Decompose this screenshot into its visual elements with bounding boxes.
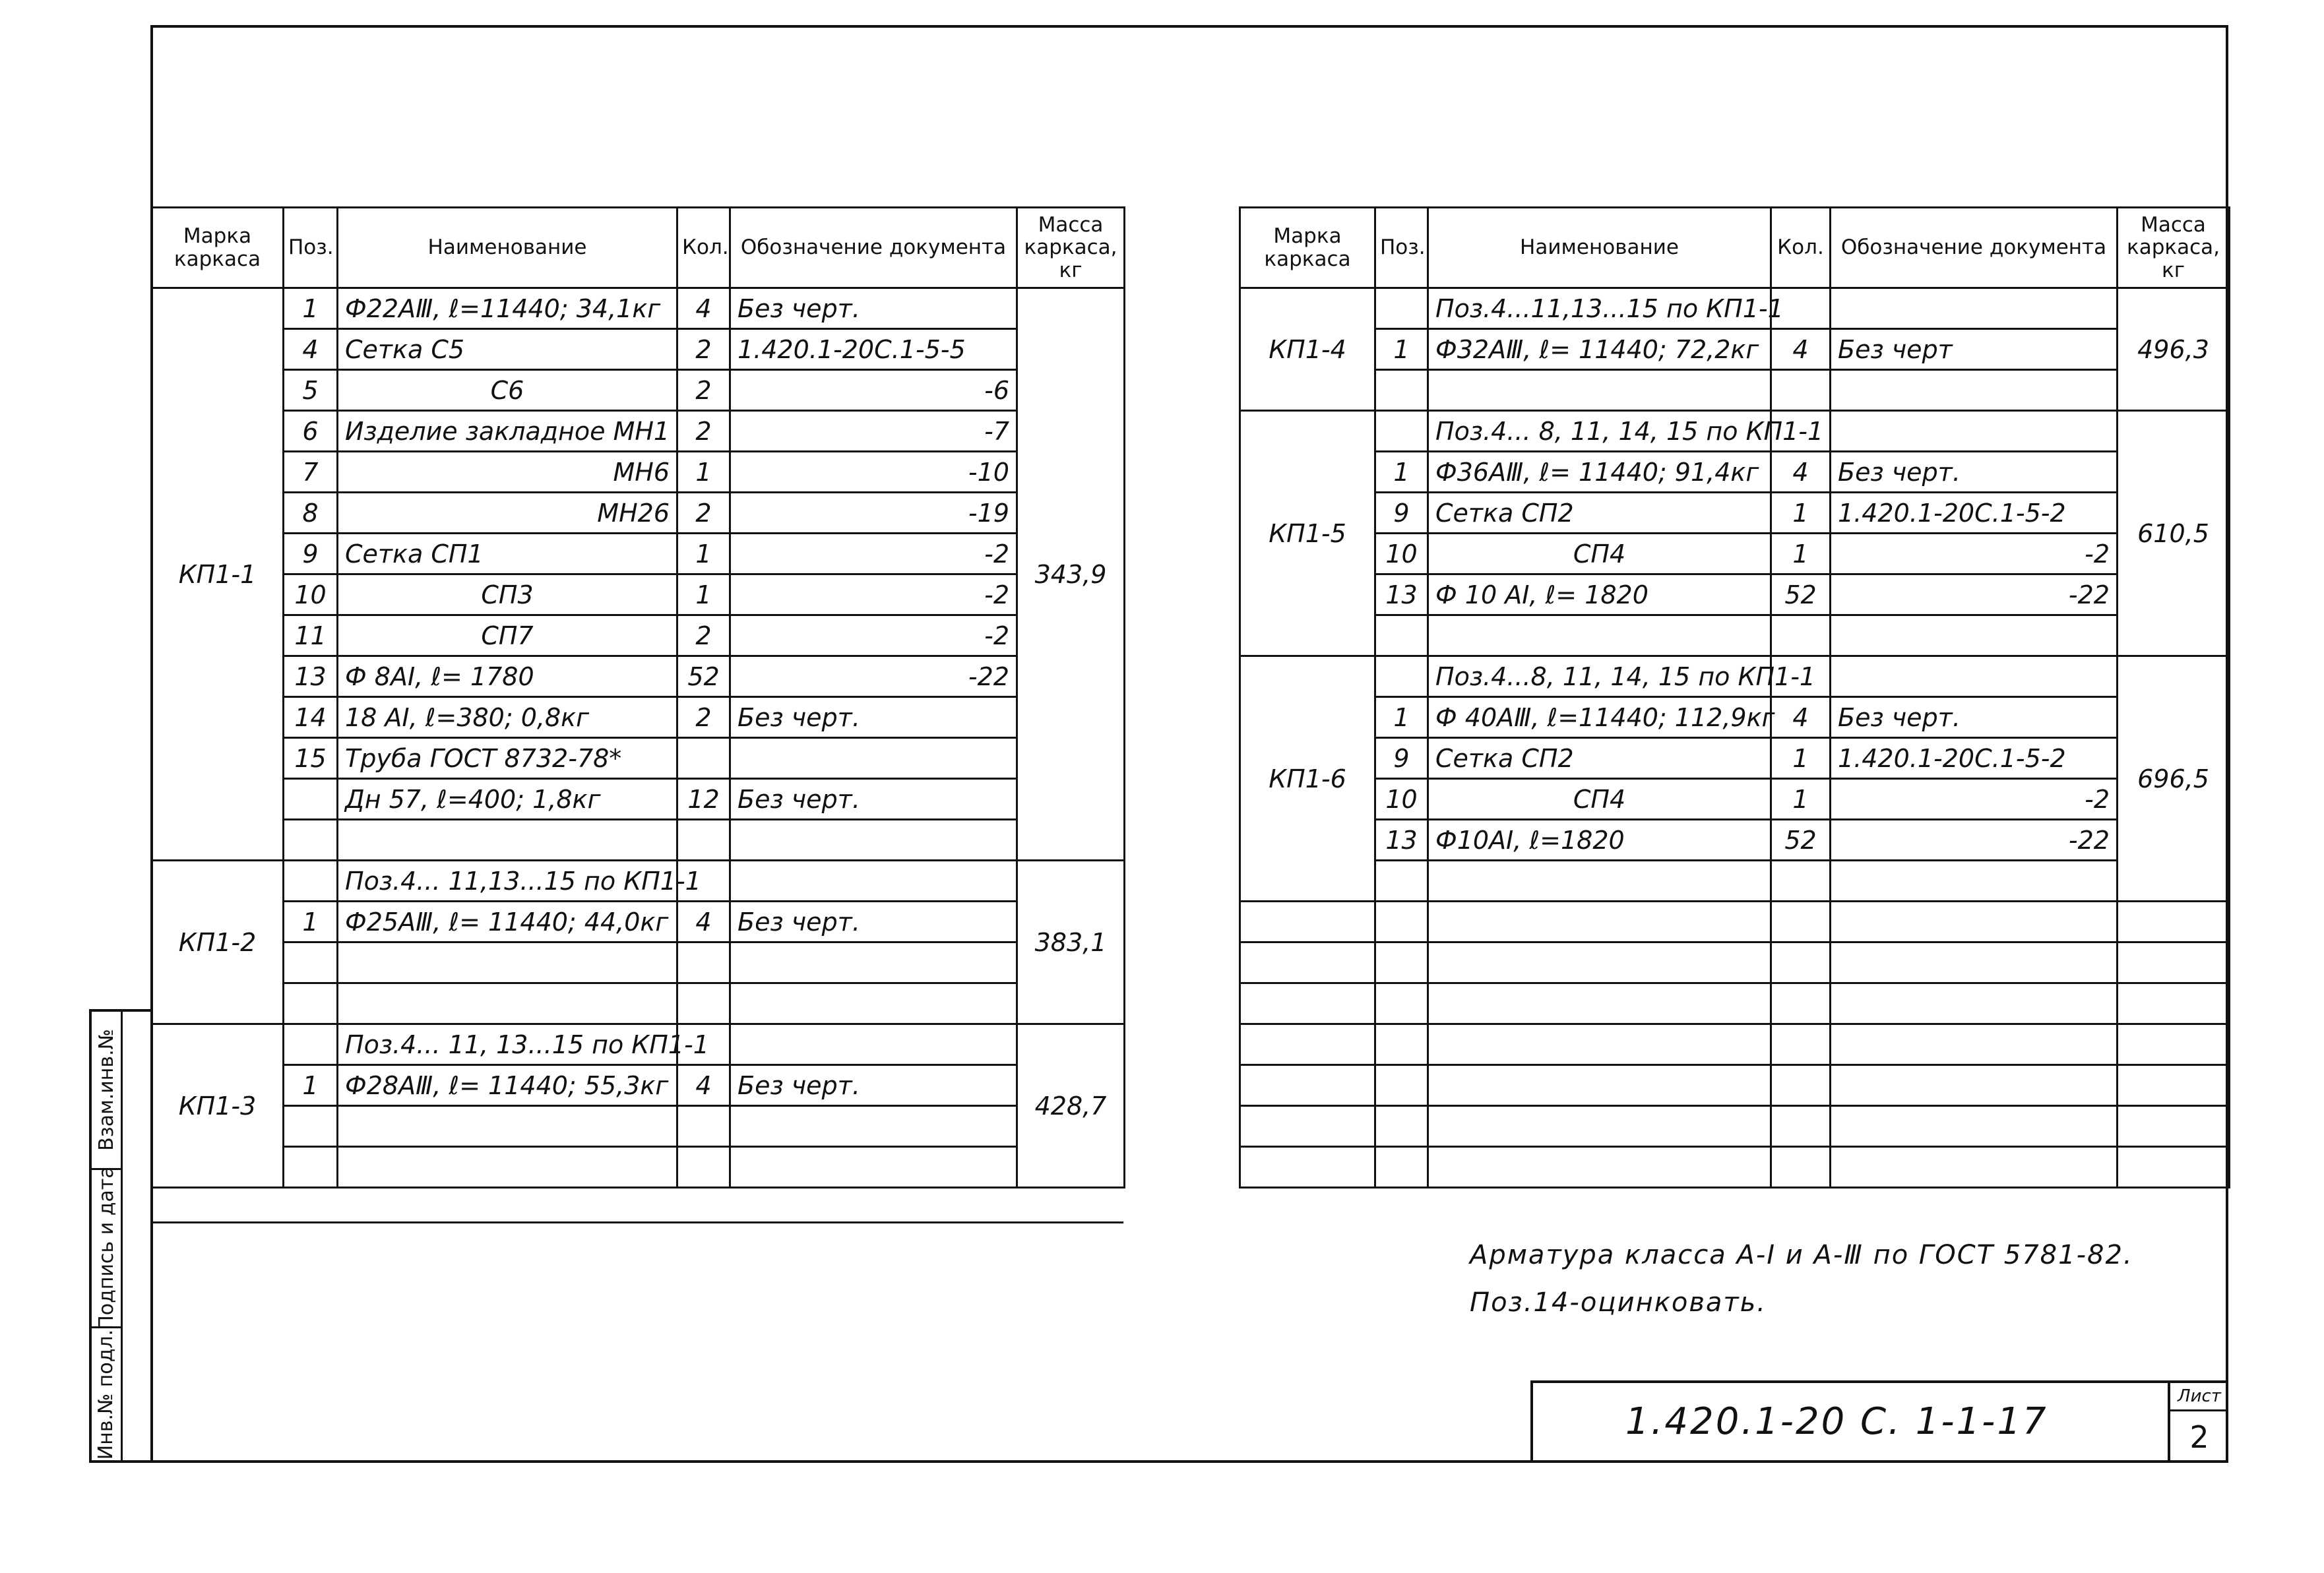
sheet-label: Лист [2170, 1383, 2228, 1411]
cell-pos [1375, 656, 1428, 697]
cell-doc: Без черт. [730, 288, 1017, 329]
cell-name [338, 1106, 677, 1147]
cell-name [338, 983, 677, 1024]
table-row [152, 493, 1125, 534]
table-row [152, 738, 1125, 779]
cell-qty [677, 820, 730, 861]
empty-cell [1375, 983, 1428, 1024]
cell-name: Ф25АⅢ, ℓ= 11440; 44,0кг [338, 902, 677, 942]
empty-cell [1375, 1106, 1428, 1147]
cell-pos [284, 983, 338, 1024]
cell-mass: 610,5 [2118, 411, 2230, 656]
table-row [1240, 779, 2230, 820]
empty-cell [1771, 1147, 1831, 1188]
empty-cell [1831, 942, 2118, 983]
empty-cell [1771, 902, 1831, 942]
cell-pos [284, 1106, 338, 1147]
empty-cell [2118, 983, 2230, 1024]
cell-qty: 52 [677, 656, 730, 697]
cell-name: Ф36АⅢ, ℓ= 11440; 91,4кг [1428, 452, 1771, 493]
cell-mass: 696,5 [2118, 656, 2230, 902]
side-stamp-inv-orig [92, 1328, 121, 1460]
header-doc: Обозначение документа [1831, 208, 2118, 288]
header-pos: Поз. [284, 208, 338, 288]
cell-name [1428, 615, 1771, 656]
cell-name: 18 АⅠ, ℓ=380; 0,8кг [338, 697, 677, 738]
cell-doc: -2 [730, 615, 1017, 656]
table-header-row [1240, 208, 2230, 288]
cell-qty [677, 1106, 730, 1147]
empty-cell [2118, 1065, 2230, 1106]
table-row [152, 820, 1125, 861]
table-row [1240, 452, 2230, 493]
table-row [152, 1147, 1125, 1188]
sheet-box [2168, 1383, 2228, 1463]
header-mass: Масса каркаса, кг [1017, 208, 1125, 288]
empty-cell [1771, 942, 1831, 983]
cell-qty: 1 [1771, 534, 1831, 574]
cell-name: С6 [338, 370, 677, 411]
empty-cell [2118, 1024, 2230, 1065]
cell-qty: 2 [677, 370, 730, 411]
cell-pos [284, 942, 338, 983]
cell-qty [1771, 370, 1831, 411]
empty-cell [1240, 1024, 1375, 1065]
empty-cell [1428, 942, 1771, 983]
cell-mass: 383,1 [1017, 861, 1125, 1024]
cell-mark: КП1-5 [1240, 411, 1375, 656]
empty-cell [1428, 1147, 1771, 1188]
cell-pos: 10 [284, 574, 338, 615]
table-row [1240, 697, 2230, 738]
empty-row [1240, 1106, 2230, 1147]
table-row [152, 288, 1125, 329]
cell-pos: 9 [1375, 493, 1428, 534]
empty-cell [1240, 902, 1375, 942]
empty-row [1240, 1147, 2230, 1188]
spec-table-left [150, 206, 1125, 1188]
left-bottom-line [150, 1221, 1123, 1223]
cell-doc: -7 [730, 411, 1017, 452]
header-name: Наименование [1428, 208, 1771, 288]
table-row [152, 942, 1125, 983]
table-row [152, 615, 1125, 656]
cell-doc: -2 [730, 574, 1017, 615]
cell-doc [730, 983, 1017, 1024]
cell-pos [1375, 288, 1428, 329]
table-row [152, 656, 1125, 697]
cell-doc: -2 [730, 534, 1017, 574]
cell-pos [1375, 861, 1428, 902]
table-row [152, 329, 1125, 370]
cell-name: СП3 [338, 574, 677, 615]
cell-mark: КП1-3 [152, 1024, 284, 1188]
empty-row [1240, 983, 2230, 1024]
cell-name: МН6 [338, 452, 677, 493]
cell-qty: 2 [677, 493, 730, 534]
cell-name: СП4 [1428, 779, 1771, 820]
table-row [152, 370, 1125, 411]
empty-cell [1240, 983, 1375, 1024]
cell-name: Сетка СП1 [338, 534, 677, 574]
empty-cell [1375, 1065, 1428, 1106]
table-row [152, 697, 1125, 738]
empty-cell [1240, 1147, 1375, 1188]
table-row [1240, 615, 2230, 656]
empty-cell [1771, 1065, 1831, 1106]
table-row [152, 1065, 1125, 1106]
note-line-2: Поз.14-оцинковать. [1470, 1287, 1767, 1318]
cell-pos: 1 [284, 288, 338, 329]
table-row [152, 574, 1125, 615]
cell-qty: 2 [677, 411, 730, 452]
title-block [1530, 1380, 2228, 1463]
empty-cell [1831, 1065, 2118, 1106]
cell-pos: 10 [1375, 534, 1428, 574]
table-row [152, 1024, 1125, 1065]
cell-pos: 14 [284, 697, 338, 738]
spec-table-right [1239, 206, 2230, 1188]
table-row [1240, 574, 2230, 615]
cell-pos [1375, 411, 1428, 452]
cell-pos: 11 [284, 615, 338, 656]
cell-pos: 15 [284, 738, 338, 779]
table-row [1240, 288, 2230, 329]
cell-name: Сетка С5 [338, 329, 677, 370]
cell-name: Поз.4... 8, 11, 14, 15 по КП1-1 [1428, 411, 1771, 452]
cell-qty: 4 [677, 1065, 730, 1106]
cell-doc: -22 [730, 656, 1017, 697]
cell-doc: -6 [730, 370, 1017, 411]
empty-row [1240, 1024, 2230, 1065]
table-row [152, 534, 1125, 574]
table-row [1240, 370, 2230, 411]
cell-qty: 4 [1771, 329, 1831, 370]
cell-name: Ф10АⅠ, ℓ=1820 [1428, 820, 1771, 861]
cell-doc: Без черт. [730, 779, 1017, 820]
cell-pos: 1 [284, 1065, 338, 1106]
cell-doc: Без черт. [730, 1065, 1017, 1106]
notes [1470, 1240, 2133, 1335]
side-stamp-inv-replace [92, 1012, 121, 1170]
cell-qty: 1 [1771, 493, 1831, 534]
cell-name: МН26 [338, 493, 677, 534]
cell-qty: 2 [677, 329, 730, 370]
empty-cell [1428, 983, 1771, 1024]
cell-doc: Без черт [1831, 329, 2118, 370]
cell-name: СП4 [1428, 534, 1771, 574]
cell-pos: 4 [284, 329, 338, 370]
cell-doc [730, 820, 1017, 861]
table-row [1240, 820, 2230, 861]
empty-cell [1428, 1106, 1771, 1147]
cell-name: Дн 57, ℓ=400; 1,8кг [338, 779, 677, 820]
document-code: 1.420.1-20 С. 1-1-17 [1625, 1400, 2048, 1443]
header-qty: Кол. [1771, 208, 1831, 288]
empty-cell [1428, 1024, 1771, 1065]
table-row [1240, 861, 2230, 902]
cell-name [338, 942, 677, 983]
cell-qty: 1 [1771, 779, 1831, 820]
empty-cell [1831, 902, 2118, 942]
cell-qty: 1 [677, 574, 730, 615]
cell-qty: 2 [677, 697, 730, 738]
cell-doc: 1.420.1-20С.1-5-5 [730, 329, 1017, 370]
cell-doc [730, 861, 1017, 902]
cell-mark: КП1-6 [1240, 656, 1375, 902]
table-row [152, 902, 1125, 942]
header-mass: Масса каркаса, кг [2118, 208, 2230, 288]
cell-name: Изделие закладное МН1 [338, 411, 677, 452]
cell-qty [1771, 861, 1831, 902]
cell-name: Сетка СП2 [1428, 493, 1771, 534]
table-row [152, 983, 1125, 1024]
table-row [1240, 493, 2230, 534]
cell-doc [1831, 288, 2118, 329]
cell-qty: 4 [1771, 452, 1831, 493]
cell-name: Поз.4... 11,13...15 по КП1-1 [338, 861, 677, 902]
cell-pos [284, 861, 338, 902]
side-stamp-sign-date [92, 1166, 121, 1330]
empty-cell [2118, 902, 2230, 942]
cell-qty: 1 [1771, 738, 1831, 779]
empty-cell [1831, 983, 2118, 1024]
empty-row [1240, 1065, 2230, 1106]
cell-name: СП7 [338, 615, 677, 656]
empty-cell [2118, 1147, 2230, 1188]
cell-name: Ф 40АⅢ, ℓ=11440; 112,9кг [1428, 697, 1771, 738]
cell-qty: 52 [1771, 820, 1831, 861]
cell-name: Поз.4...8, 11, 14, 15 по КП1-1 [1428, 656, 1771, 697]
cell-qty: 4 [1771, 697, 1831, 738]
cell-name: Ф 10 АⅠ, ℓ= 1820 [1428, 574, 1771, 615]
cell-mass: 496,3 [2118, 288, 2230, 411]
empty-row [1240, 902, 2230, 942]
table-row [1240, 411, 2230, 452]
cell-doc [1831, 656, 2118, 697]
cell-pos [1375, 615, 1428, 656]
cell-qty [1771, 615, 1831, 656]
header-pos: Поз. [1375, 208, 1428, 288]
cell-qty [677, 1147, 730, 1188]
cell-pos: 1 [1375, 452, 1428, 493]
empty-cell [2118, 942, 2230, 983]
cell-doc [730, 1024, 1017, 1065]
cell-doc: -22 [1831, 574, 2118, 615]
empty-cell [1771, 1024, 1831, 1065]
table-row [1240, 534, 2230, 574]
cell-mark: КП1-1 [152, 288, 284, 861]
empty-cell [1428, 902, 1771, 942]
cell-doc [1831, 615, 2118, 656]
cell-name: Ф32АⅢ, ℓ= 11440; 72,2кг [1428, 329, 1771, 370]
empty-cell [1375, 1147, 1428, 1188]
cell-doc: -2 [1831, 534, 2118, 574]
cell-qty: 2 [677, 615, 730, 656]
cell-name: Ф22АⅢ, ℓ=11440; 34,1кг [338, 288, 677, 329]
cell-doc: -2 [1831, 779, 2118, 820]
cell-qty: 4 [677, 902, 730, 942]
table-row [152, 779, 1125, 820]
cell-pos: 13 [1375, 820, 1428, 861]
cell-name [1428, 861, 1771, 902]
empty-cell [1375, 942, 1428, 983]
table-row [152, 1106, 1125, 1147]
side-stamp-inv-replace-text: Взам.инв.№ [94, 1029, 118, 1151]
empty-cell [1240, 1065, 1375, 1106]
empty-row [1240, 942, 2230, 983]
cell-pos [284, 779, 338, 820]
cell-doc: Без черт. [1831, 452, 2118, 493]
table-row [1240, 656, 2230, 697]
cell-qty: 1 [677, 534, 730, 574]
cell-doc: Без черт. [1831, 697, 2118, 738]
cell-doc [1831, 370, 2118, 411]
cell-name: Труба ГОСТ 8732-78* [338, 738, 677, 779]
cell-pos: 1 [1375, 329, 1428, 370]
side-stamp-inv-orig-text: Инв.№ подл. [94, 1329, 118, 1460]
cell-name [1428, 370, 1771, 411]
header-name: Наименование [338, 208, 677, 288]
cell-mass: 428,7 [1017, 1024, 1125, 1188]
empty-cell [1831, 1024, 2118, 1065]
cell-name: Ф 8АⅠ, ℓ= 1780 [338, 656, 677, 697]
cell-doc [730, 738, 1017, 779]
cell-qty: 4 [677, 288, 730, 329]
cell-pos: 8 [284, 493, 338, 534]
cell-qty [677, 983, 730, 1024]
table-row [1240, 738, 2230, 779]
header-mark: Марка каркаса [152, 208, 284, 288]
cell-mass: 343,9 [1017, 288, 1125, 861]
header-mark: Марка каркаса [1240, 208, 1375, 288]
cell-doc: Без черт. [730, 902, 1017, 942]
cell-mark: КП1-2 [152, 861, 284, 1024]
cell-doc: 1.420.1-20С.1-5-2 [1831, 493, 2118, 534]
cell-qty: 1 [677, 452, 730, 493]
empty-cell [1240, 942, 1375, 983]
cell-doc [1831, 861, 2118, 902]
table-header-row [152, 208, 1125, 288]
cell-doc [1831, 411, 2118, 452]
cell-name: Поз.4... 11, 13...15 по КП1-1 [338, 1024, 677, 1065]
cell-pos [284, 1024, 338, 1065]
cell-qty [677, 738, 730, 779]
cell-name: Поз.4...11,13...15 по КП1-1 [1428, 288, 1771, 329]
cell-pos: 7 [284, 452, 338, 493]
empty-cell [1375, 1024, 1428, 1065]
empty-cell [1771, 1106, 1831, 1147]
note-line-1: Арматура класса А-Ⅰ и А-Ⅲ по ГОСТ 5781-82. [1470, 1240, 2133, 1270]
cell-doc [730, 1147, 1017, 1188]
cell-pos: 9 [1375, 738, 1428, 779]
sheet-number: 2 [2189, 1419, 2209, 1455]
cell-pos [284, 1147, 338, 1188]
cell-pos: 1 [284, 902, 338, 942]
side-stamp-divider [121, 1012, 123, 1460]
cell-doc: -19 [730, 493, 1017, 534]
empty-cell [1240, 1106, 1375, 1147]
side-stamp-sign-date-text: Подпись и дата [94, 1166, 118, 1330]
side-stamp [89, 1009, 150, 1463]
cell-pos: 10 [1375, 779, 1428, 820]
table-row [1240, 329, 2230, 370]
empty-cell [2118, 1106, 2230, 1147]
empty-cell [1428, 1065, 1771, 1106]
header-qty: Кол. [677, 208, 730, 288]
cell-pos: 1 [1375, 697, 1428, 738]
cell-qty [677, 942, 730, 983]
cell-name [338, 820, 677, 861]
cell-name [338, 1147, 677, 1188]
table-row [152, 411, 1125, 452]
empty-cell [1771, 983, 1831, 1024]
cell-name: Сетка СП2 [1428, 738, 1771, 779]
cell-pos: 13 [284, 656, 338, 697]
cell-qty: 52 [1771, 574, 1831, 615]
empty-cell [1831, 1147, 2118, 1188]
cell-pos [284, 820, 338, 861]
cell-pos [1375, 370, 1428, 411]
cell-doc: Без черт. [730, 697, 1017, 738]
cell-pos: 9 [284, 534, 338, 574]
cell-pos: 5 [284, 370, 338, 411]
cell-qty: 12 [677, 779, 730, 820]
cell-doc [730, 942, 1017, 983]
cell-doc: 1.420.1-20С.1-5-2 [1831, 738, 2118, 779]
empty-cell [1375, 902, 1428, 942]
cell-doc [730, 1106, 1017, 1147]
empty-cell [1831, 1106, 2118, 1147]
cell-pos: 13 [1375, 574, 1428, 615]
cell-doc: -22 [1831, 820, 2118, 861]
cell-doc: -10 [730, 452, 1017, 493]
cell-pos: 6 [284, 411, 338, 452]
cell-name: Ф28АⅢ, ℓ= 11440; 55,3кг [338, 1065, 677, 1106]
header-doc: Обозначение документа [730, 208, 1017, 288]
cell-mark: КП1-4 [1240, 288, 1375, 411]
table-row [152, 861, 1125, 902]
table-row [152, 452, 1125, 493]
